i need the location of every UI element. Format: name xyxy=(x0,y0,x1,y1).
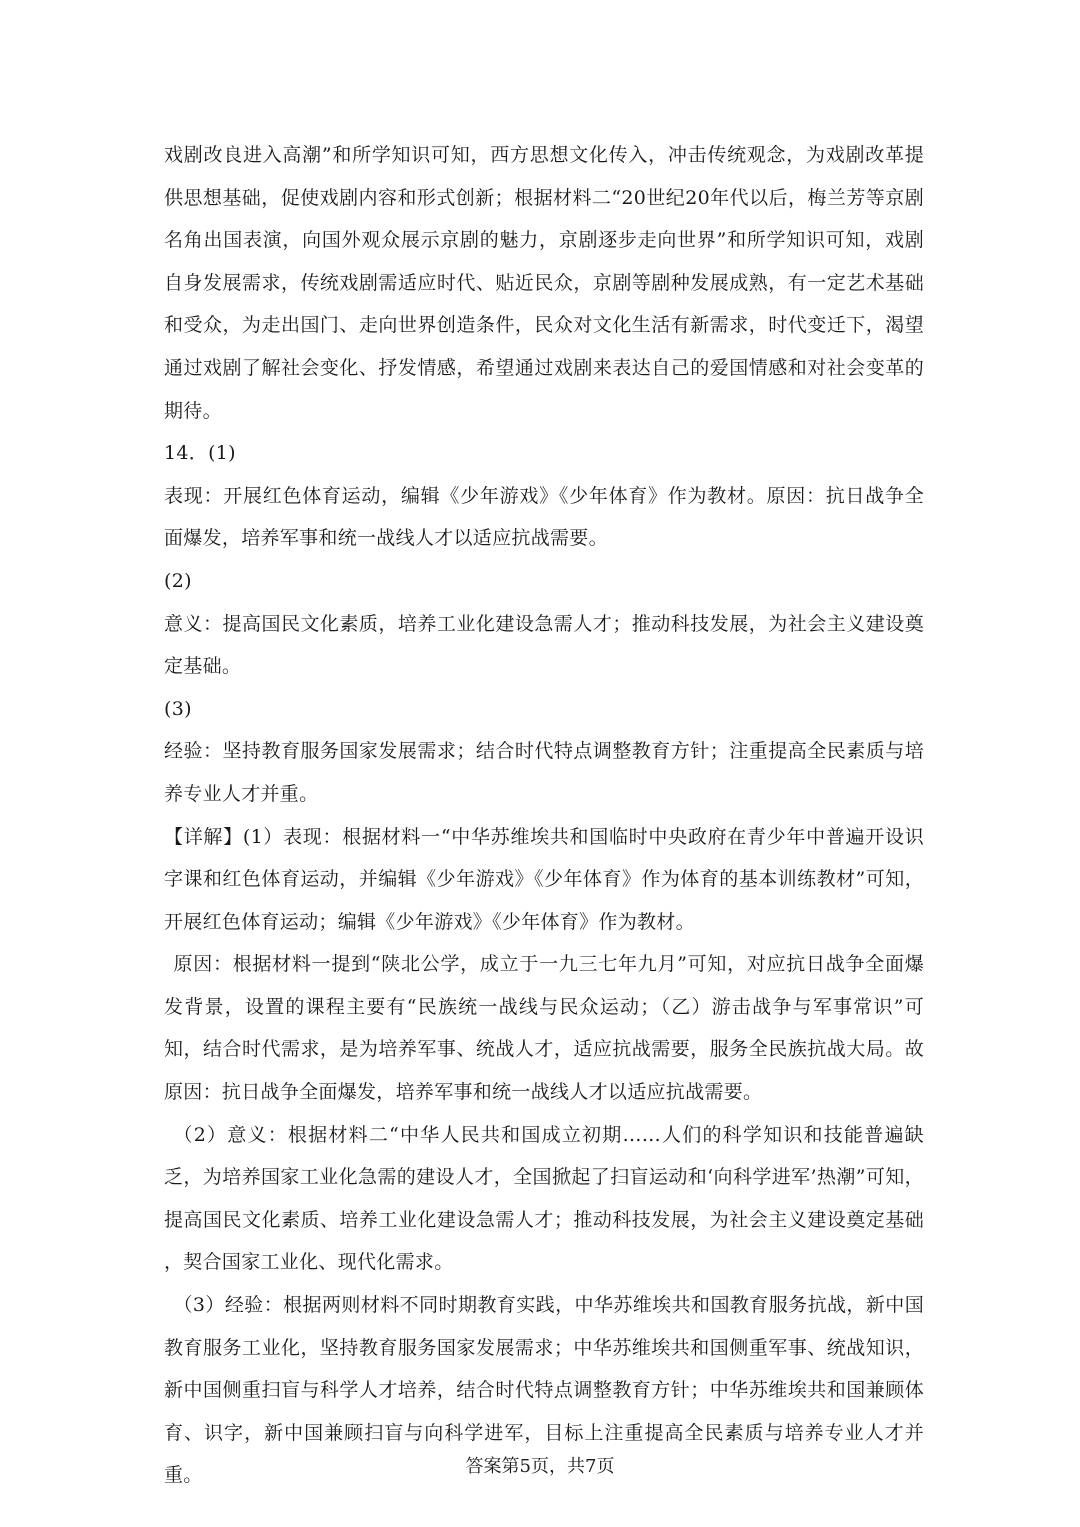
page-footer: 答案第5页，共7页 xyxy=(465,1456,615,1477)
question-14-part-3-heading: (3) xyxy=(164,697,192,720)
answer-14-part-2: 意义：提高国民文化素质，培养工业化建设急需人才；推动科技发展，为社会主义建设奠定基础。 xyxy=(164,612,924,678)
detail-explanation-part-3: （3）经验：根据两则材料不同时期教育实践，中华苏维埃共和国教育服务抗战，新中国教育服务工业化，坚持教育服务国家发展需求；中华苏维埃共和国侧重军事、统战知识，新中国侧重扫盲与科学人才培养，结合时代特点调整教育方针；中华苏维埃共和国兼顾体育、识字，新中国兼顾扫盲与向科学进军，目标上注重提高全民素质与培养专业人才并重。 xyxy=(164,1294,924,1487)
question-14-part-2-heading: (2) xyxy=(164,569,192,592)
document-body xyxy=(164,134,924,1497)
answer-14-part-1: 表现：开展红色体育运动，编辑《少年游戏》《少年体育》作为教材。原因：抗日战争全面爆发，培养军事和统一战线人才以适应抗战需要。 xyxy=(164,484,924,550)
answer-14-part-3: 经验：坚持教育服务国家发展需求；结合时代特点调整教育方针；注重提高全民素质与培养专业人才并重。 xyxy=(164,740,924,805)
detail-explanation-part-2: （2）意义：根据材料二“中华人民共和国成立初期……人们的科学知识和技能普遍缺乏，为培养国家工业化急需的建设人才，全国掀起了扫盲运动和‘向科学进军’热潮”可知，提高国民文化素质、培养工业化建设急需人才；推动科技发展，为社会主义建设奠定基础 ，契合国家工业化、现代化需求。 xyxy=(164,1123,924,1274)
detail-explanation-part-1-reason: 原因：根据材料一提到“陕北公学，成立于一九三七年九月”可知，对应抗日战争全面爆发背景，设置的课程主要有“民族统一战线与民众运动；（乙）游击战争与军事常识”可知，结合时代需求，是为培养军事、统战人才，适应抗战需要，服务全民族抗战大局。故原因：抗日战争全面爆发，培养军事和统一战线人才以适应抗战需要。 xyxy=(164,953,924,1104)
question-14-part-1-heading: 14．(1) xyxy=(164,442,236,465)
detail-explanation-part-1: 【详解】(1）表现：根据材料一“中华苏维埃共和国临时中央政府在青少年中普遍开设识字课和红色体育运动，并编辑《少年游戏》《少年体育》作为体育的基本训练教材”可知，开展红色体育运动；编辑《少年游戏》《少年体育》作为教材。 xyxy=(164,825,924,933)
paragraph-drama-reform-answer: 戏剧改良进入高潮”和所学知识可知，西方思想文化传入，冲击传统观念，为戏剧改革提供思想基础，促使戏剧内容和形式创新；根据材料二“20世纪20年代以后，梅兰芳等京剧名角出国表演，向国外观众展示京剧的魅力，京剧逐步走向世界”和所学知识可知，戏剧自身发展需求，传统戏剧需适应时代、贴近民众，京剧等剧种发展成熟，有一定艺术基础和受众，为走出国门、走向世界创造条件，民众对文化生活有新需求，时代变迁下，渴望通过戏剧了解社会变化、抒发情感，希望通过戏剧来表达自己的爱国情感和对社会变革的期待。 xyxy=(164,144,924,422)
